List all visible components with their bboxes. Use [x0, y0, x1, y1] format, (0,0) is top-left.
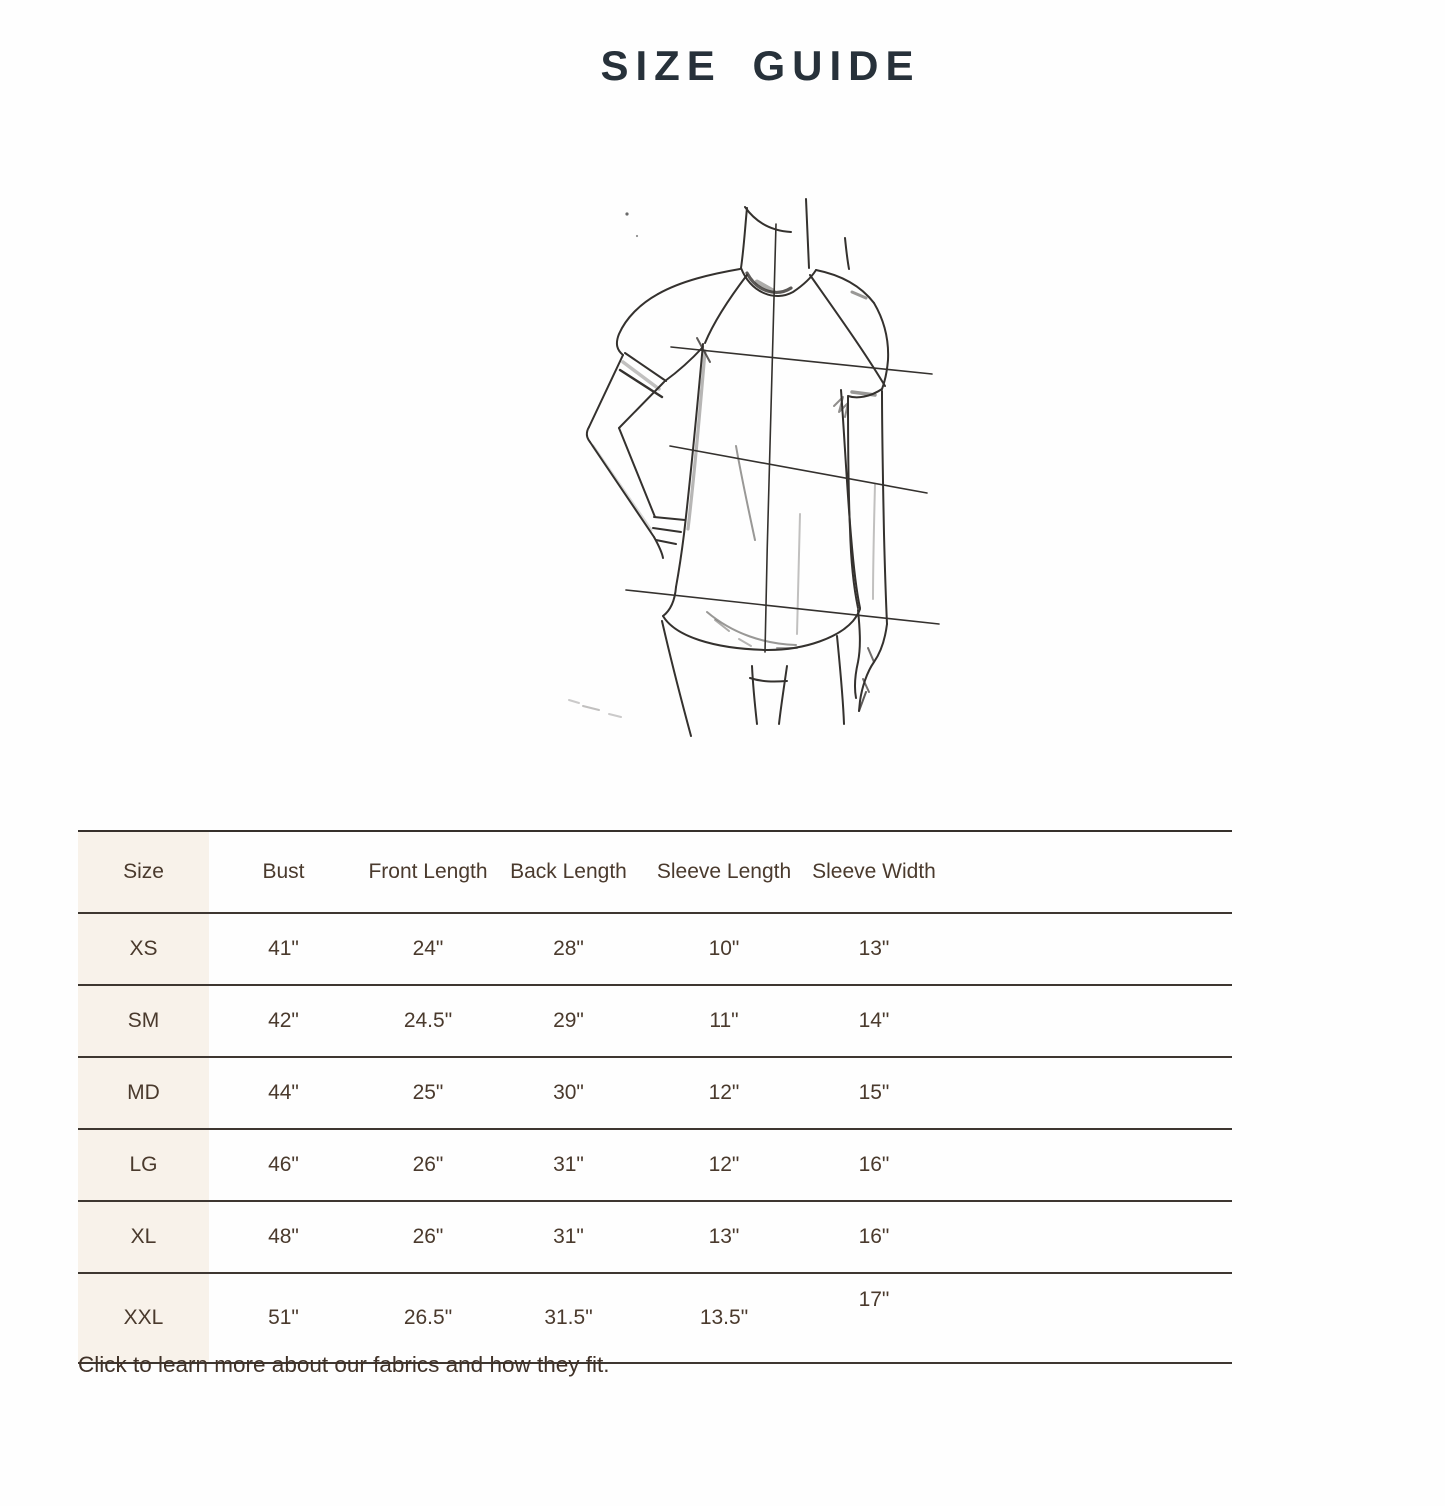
measurement-cell: 26": [358, 1129, 498, 1201]
measurement-cell: 31": [498, 1129, 639, 1201]
measurement-cell: 14": [809, 985, 939, 1057]
size-cell: XL: [78, 1201, 209, 1273]
size-cell: LG: [78, 1129, 209, 1201]
column-header-sleeve-width: Sleeve Width: [809, 831, 939, 913]
measurement-cell: 16": [809, 1129, 939, 1201]
filler-cell: [939, 1057, 1232, 1129]
measurement-cell: 26": [358, 1201, 498, 1273]
page-title: SIZE GUIDE: [600, 42, 921, 89]
table-row-xl: [78, 1201, 1232, 1273]
column-header-filler: [939, 831, 1232, 913]
table-row-xxl: [78, 1273, 1232, 1363]
measurement-cell: 42": [209, 985, 358, 1057]
measurement-cell: 15": [809, 1057, 939, 1129]
measurement-cell: 24": [358, 913, 498, 985]
measurement-cell: 11": [639, 985, 809, 1057]
hem-measure-line: [626, 590, 939, 624]
measurement-cell: 12": [639, 1129, 809, 1201]
size-cell: XXL: [78, 1273, 209, 1363]
filler-cell: [939, 1273, 1232, 1363]
measurement-cell: 13": [809, 913, 939, 985]
measurement-cell: 10": [639, 913, 809, 985]
measurement-cell: 30": [498, 1057, 639, 1129]
measurement-cell: 44": [209, 1057, 358, 1129]
pencil-dot: [636, 235, 638, 237]
filler-cell: [939, 1129, 1232, 1201]
column-header-front-length: Front Length: [358, 831, 498, 913]
table-row-md: [78, 1057, 1232, 1129]
measurement-cell: 46": [209, 1129, 358, 1201]
column-header-back-length: Back Length: [498, 831, 639, 913]
measurement-cell: 29": [498, 985, 639, 1057]
size-table: [78, 830, 1232, 1364]
shirt-measurement-sketch: [563, 184, 965, 744]
measurement-cell: 17": [809, 1273, 939, 1363]
measurement-cell: 28": [498, 913, 639, 985]
table-row-sm: [78, 985, 1232, 1057]
measurement-cell: 31.5": [498, 1273, 639, 1363]
measurement-cell: 24.5": [358, 985, 498, 1057]
size-cell: MD: [78, 1057, 209, 1129]
sketch-image: [563, 184, 965, 744]
table-row-xs: [78, 913, 1232, 985]
measurement-cell: 13": [639, 1201, 809, 1273]
size-cell: XS: [78, 913, 209, 985]
filler-cell: [939, 985, 1232, 1057]
measurement-cell: 48": [209, 1201, 358, 1273]
measurement-cell: 41": [209, 913, 358, 985]
measurement-cell: 25": [358, 1057, 498, 1129]
measurement-cell: 12": [639, 1057, 809, 1129]
column-header-bust: Bust: [209, 831, 358, 913]
measurement-cell: 51": [209, 1273, 358, 1363]
measurement-cell: 16": [809, 1201, 939, 1273]
filler-cell: [939, 913, 1232, 985]
measurement-cell: 31": [498, 1201, 639, 1273]
column-header-size: Size: [78, 831, 209, 913]
measurement-cell: 13.5": [639, 1273, 809, 1363]
filler-cell: [939, 1201, 1232, 1273]
table-header-row: [78, 831, 1232, 913]
pencil-dot: [625, 212, 628, 215]
waist-measure-line: [670, 446, 927, 493]
size-cell: SM: [78, 985, 209, 1057]
measurement-cell: 26.5": [358, 1273, 498, 1363]
table-row-lg: [78, 1129, 1232, 1201]
column-header-sleeve-length: Sleeve Length: [639, 831, 809, 913]
fabrics-fit-link[interactable]: Click to learn more about our fabrics and how they fit.: [78, 1352, 610, 1377]
